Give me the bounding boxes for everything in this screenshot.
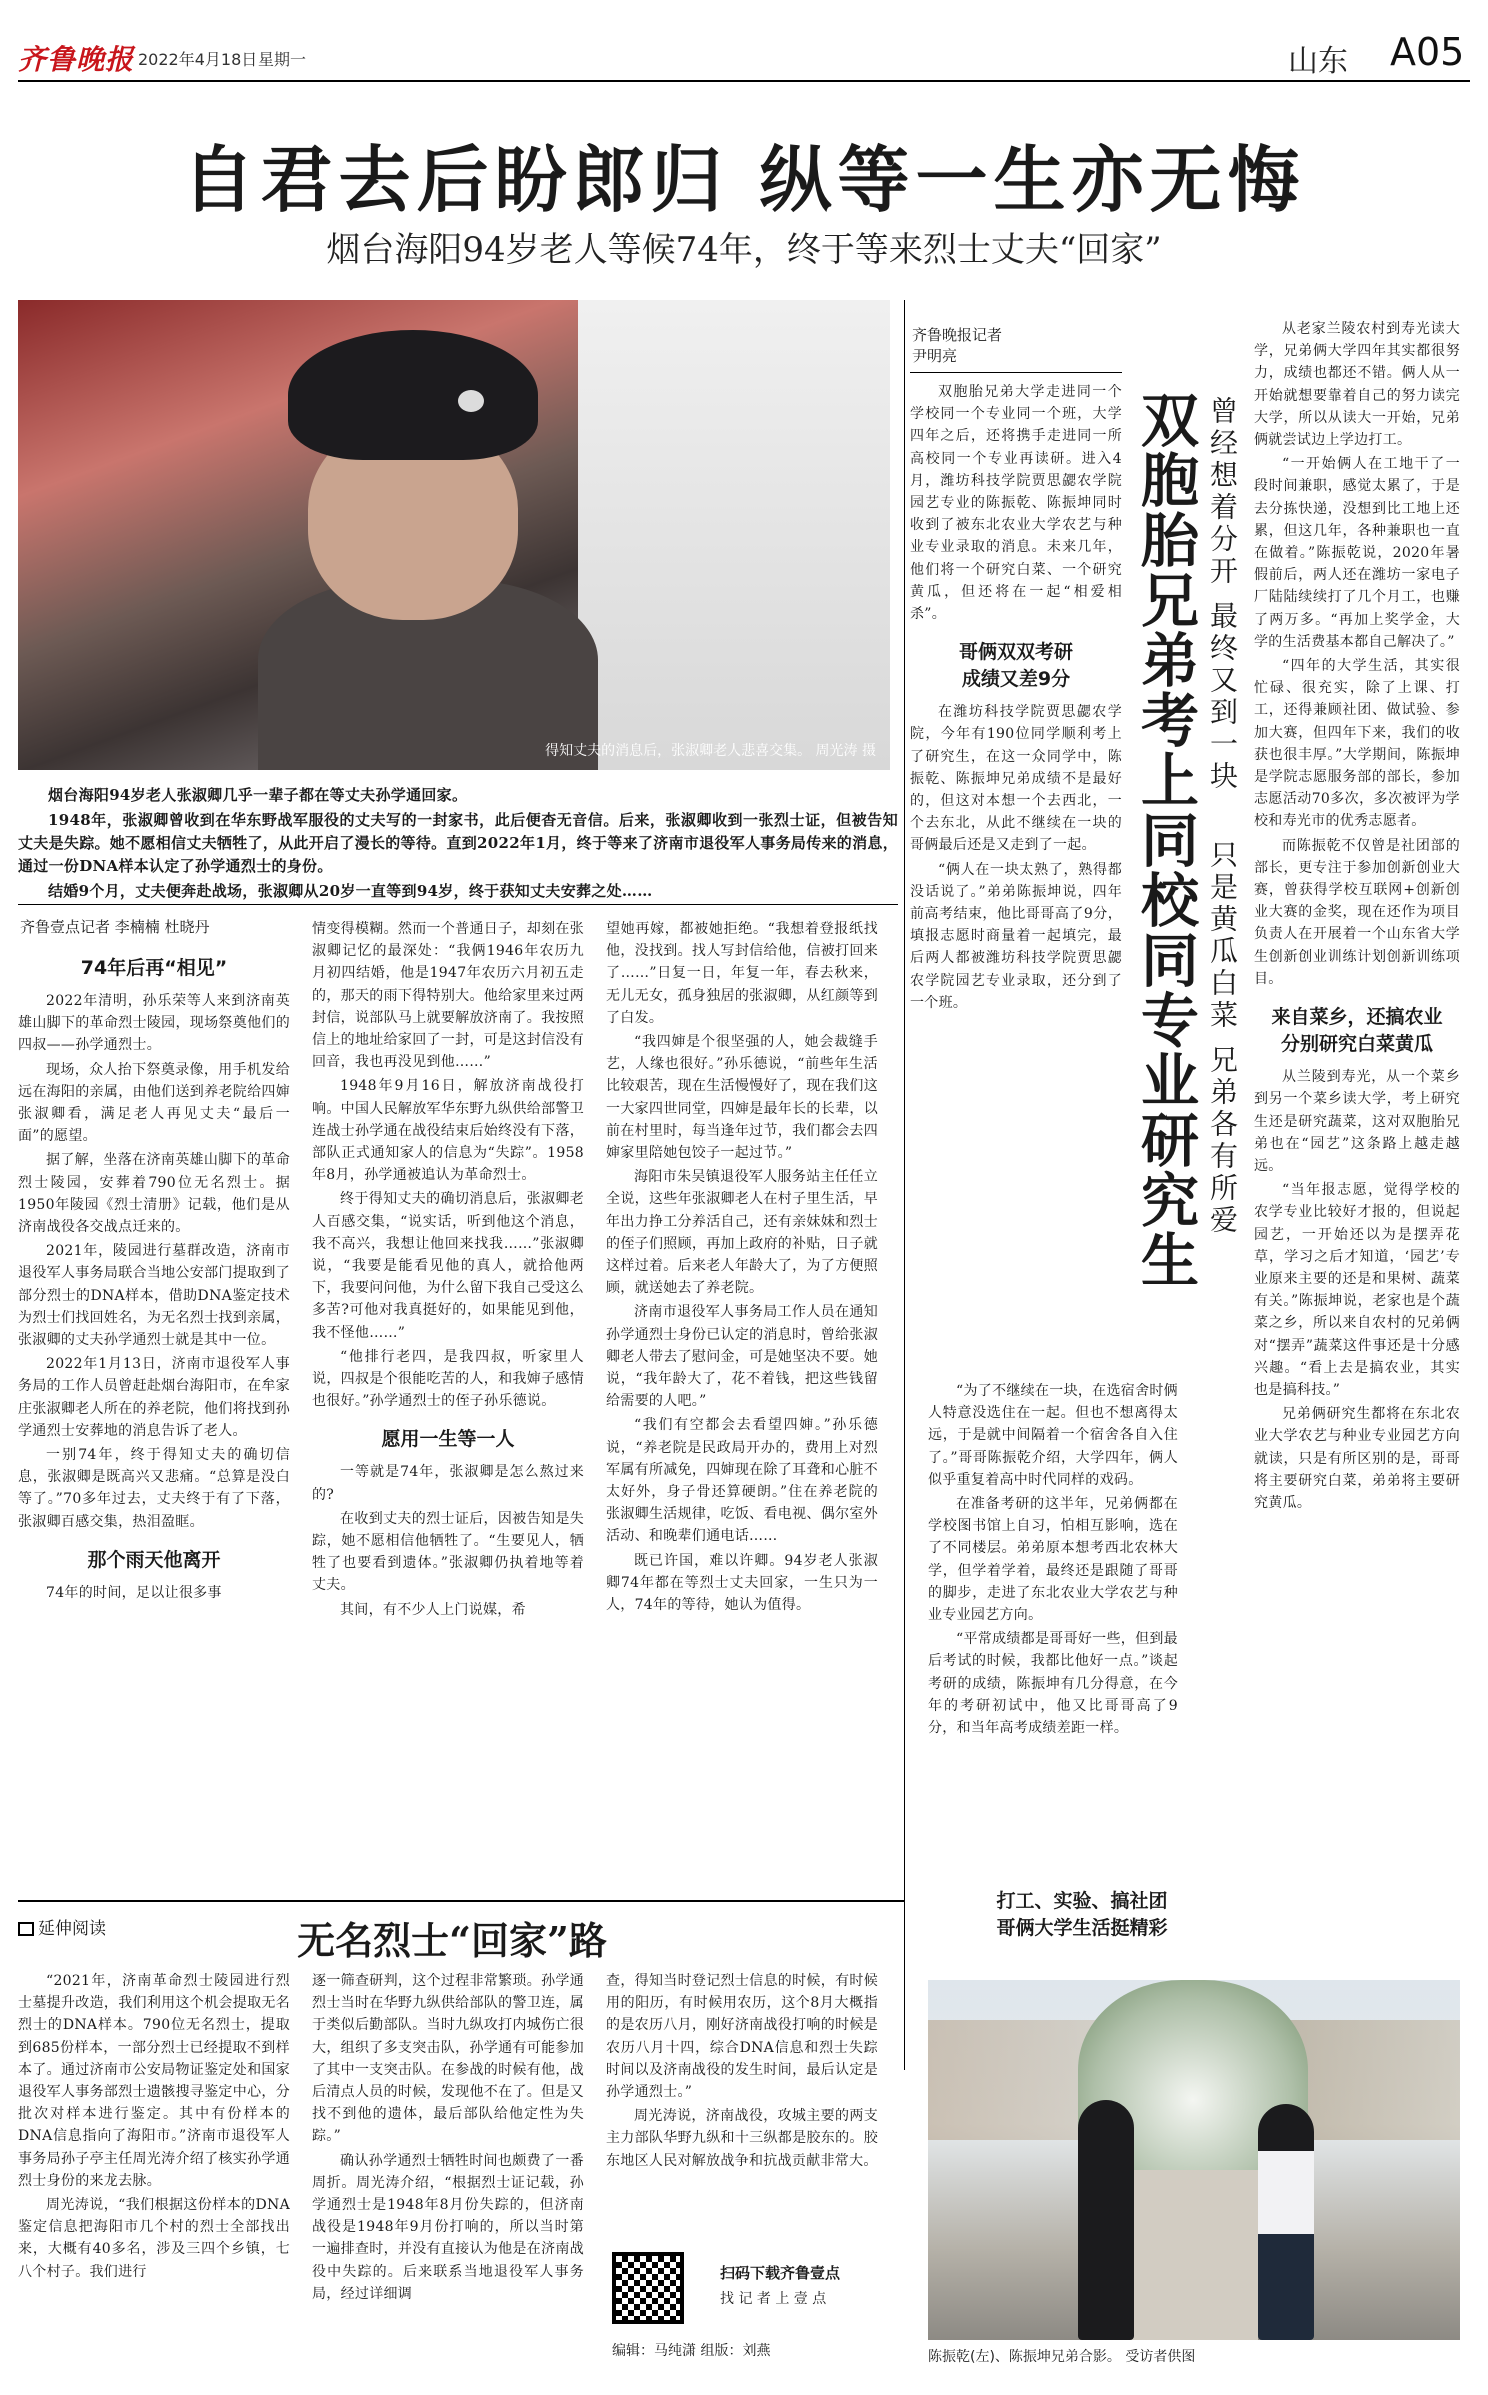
lead-paragraph: 烟台海阳94岁老人张淑卿几乎一辈子都在等丈夫孙学通回家。 bbox=[48, 786, 468, 804]
story2-photo bbox=[928, 1980, 1460, 2340]
story1-byline: 齐鲁壹点记者 李楠楠 杜晓丹 bbox=[20, 918, 210, 936]
paragraph: 逐一筛查研判，这个过程非常繁琐。孙学通烈士当时在华野九纵供给部队的警卫连，属于类似后勤部队。当时九纵攻打内城伤亡很大，组织了多支突击队，孙学通有可能参加了其中一支突击队。在参战的时候有他，战后清点人员的时候，发现他不在了。但是又找不到他的遗体，最后部队给他定性为失踪。” bbox=[312, 1973, 584, 2145]
story3-headline: 无名烈士“回家”路 bbox=[297, 1918, 607, 1963]
paragraph: 从兰陵到寿光，从一个菜乡到另一个菜乡读大学，考上研究生还是研究蔬菜，这对双胞胎兄弟也在“园艺”这条路上越走越远。 bbox=[1254, 1069, 1460, 1174]
hat-brooch bbox=[458, 390, 484, 412]
story2-subtitle-3: 来自菜乡，还搞农业 分别研究白菜黄瓜 bbox=[1271, 1006, 1443, 1056]
paragraph: 兄弟俩研究生都将在东北农业大学农艺与种业专业园艺方向就读，只是有所区别的是，哥哥将主要研究白菜，弟弟将主要研究黄瓜。 bbox=[1254, 1406, 1460, 1511]
story2-subtitle-2: 打工、实验、搞社团 哥俩大学生活挺精彩 bbox=[996, 1890, 1168, 1939]
paragraph: “四年的大学生活，其实很忙碌、很充实，除了上课、打工，还得兼顾社团、做试验、参加大赛，但四年下来，我们的收获也很丰厚。”大学期间，陈振坤是学院志愿服务部的部长，参加志愿活动70多次，多次被评为学校和寿光市的优秀志愿者。 bbox=[1254, 658, 1460, 830]
photo-caption: 得知丈夫的消息后，张淑卿老人悲喜交集。 周光涛 摄 bbox=[545, 743, 876, 759]
paragraph: 现场，众人抬下祭奠录像，用手机发给远在海阳的亲属，由他们送到养老院给四婶张淑卿看，满足老人再见丈夫“最后一面”的愿望。 bbox=[18, 1061, 290, 1145]
paragraph: 终于得知丈夫的确切消息后，张淑卿老人百感交集，“说实话，听到他这个消息，我不高兴，我想让他回来找我……”张淑卿说，“我要是能看见他的真人，就拾他两下，我要问问他，为什么留下我自己受这么多苦?可他对我真挺好的，如果能见到他，我不怪他……” bbox=[312, 1191, 584, 1341]
story1-column-1 bbox=[18, 910, 290, 1880]
paragraph: 2022年清明，孙乐荣等人来到济南英雄山脚下的革命烈士陵园，现场祭奠他们的四叔——孙学通烈士。 bbox=[18, 993, 290, 1054]
window-light bbox=[578, 300, 890, 770]
paragraph: 周光涛说，“我们根据这份样本的DNA鉴定信息把海阳市几个村的烈士全部找出来，大概有40多名，涉及三四个乡镇，七八个村子。我们进行 bbox=[18, 2197, 290, 2280]
story3-top-rule bbox=[18, 1900, 904, 1902]
paragraph: 双胞胎兄弟大学走进同一个学校同一个专业同一个班，大学四年之后，还将携手走进同一所高校同一个专业再读研。进入4月，潍坊科技学院贾思勰农学院园艺专业的陈振乾、陈振坤同时收到了被东北农业大学农艺与种业专业录取的消息。未来几年，他们将一个研究白菜、一个研究黄瓜，但还将在一起“相爱相杀”。 bbox=[910, 384, 1122, 623]
paragraph: 在准备考研的这半年，兄弟俩都在学校图书馆上自习，怕相互影响，选在了不同楼层。弟弟原本想考西北农林大学，但学着学着，最终还是跟随了哥哥的脚步，走进了东北农业大学农艺与种业专业园艺方向。 bbox=[928, 1496, 1178, 1624]
paragraph: “俩人在一块太熟了，熟得都没话说了。”弟弟陈振坤说，四年前高考结束，他比哥哥高了9分，填报志愿时商量着一起填完，最后两人都被潍坊科技学院贾思勰农学院园艺专业录取，还分到了一个班。 bbox=[910, 861, 1122, 1011]
paragraph: 74年的时间，足以让很多事 bbox=[46, 1584, 222, 1601]
story2-column-3 bbox=[1254, 318, 1460, 1938]
story3-column-1 bbox=[18, 1970, 290, 2380]
paragraph: 在潍坊科技学院贾思勰农学院，今年有190位同学顺利考上了研究生，在这一众同学中，陈振乾、陈振坤兄弟成绩不是最好的，但这对本想一个去西北，一个去东北，从此不继续在一块的哥俩最后还是又走到了一起。 bbox=[910, 704, 1122, 854]
person-hat bbox=[288, 330, 538, 460]
story2-headline: 双胞胎兄弟考上同校同专业研究生 bbox=[1131, 390, 1199, 1290]
qr-text-2: 找 记 者 上 壹 点 bbox=[720, 2291, 827, 2307]
story2-left-rule bbox=[904, 300, 905, 2070]
paragraph: 周光涛说，济南战役，攻城主要的两支主力部队华野九纵和十三纵都是胶东的。胶东地区人民对解放战争和抗战贡献非常大。 bbox=[606, 2108, 878, 2169]
story1-subtitle-3: 愿用一生等一人 bbox=[381, 1428, 515, 1451]
story1-subhead: 烟台海阳94岁老人等候74年，终于等来烈士丈夫“回家” bbox=[326, 230, 1162, 270]
paragraph: “平常成绩都是哥哥好一些，但到最后考试的时候，我都比他好一点。”谈起考研的成绩，陈振坤有几分得意，在今年的考研初试中，他又比哥哥高了9分，和当年高考成绩差距一样。 bbox=[928, 1631, 1178, 1737]
paragraph: 济南市退役军人事务局工作人员在通知孙学通烈士身份已认定的消息时，曾给张淑卿老人带去了慰问金，可是她坚决不要。她说，“我年龄大了，花不着钱，把这些钱留给需要的人吧。” bbox=[606, 1304, 878, 1410]
story2-column-2 bbox=[928, 1380, 1178, 1940]
paragraph: “一开始俩人在工地干了一段时间兼职，感觉太累了，于是去分拣快递，没想到比工地上还累，但这几年，各种兼职也一直在做着。”陈振乾说，2020年暑假前后，两人还在潍坊一家电子厂陆陆续续打了几个月工，也赚了两万多。“再加上奖学金，大学的生活费基本都自己解决了。” bbox=[1254, 456, 1460, 650]
qr-text-1: 扫码下载齐鲁壹点 bbox=[720, 2264, 841, 2282]
paragraph: “为了不继续在一块，在选宿舍时俩人特意没选住在一起。但也不想离得太远，于是就中间隔着一个宿舍各自入住了。”哥哥陈振乾介绍，大学四年，俩人似乎重复着高中时代同样的戏码。 bbox=[928, 1383, 1178, 1488]
story3-column-3 bbox=[606, 1970, 878, 2220]
paragraph: 既已许国，难以许卿。94岁老人张淑卿74年都在等烈士丈夫回家，一生只为一人，74年的等待，她认为值得。 bbox=[606, 1552, 878, 1614]
paragraph: “他排行老四，是我四叔，听家里人说，四叔是个很能吃苦的人，和我婶子感情也很好。”孙学通烈士的侄子孙乐德说。 bbox=[312, 1348, 584, 1410]
paragraph: 从老家兰陵农村到寿光读大学，兄弟俩大学四年其实都很努力，成绩也都还不错。俩人从一开始就想要靠着自己的努力读完大学，所以从读大一开始，兄弟俩就尝试边上学边打工。 bbox=[1254, 321, 1460, 449]
paragraph: “我四婶是个很坚强的人，她会裁缝手艺，人缘也很好。”孙乐德说，“前些年生活比较艰苦，现在生活慢慢好了，现在我们这一大家四世同堂，四婶是最年长的长辈，以前在村里时，每当逢年过节，我们都会去四婶家里陪她包饺子一起过节。” bbox=[606, 1034, 878, 1162]
paper-logo: 齐鲁晚报 bbox=[18, 43, 135, 76]
paragraph: 确认孙学通烈士牺牲时间也颇费了一番周折。周光涛介绍，“根据烈士证记载，孙学通烈士是1948年8月份失踪的，但济南战役是1948年9月份打响的，所以当时第一遍排查时，并没有直接认为他是在济南战役中失踪的。后来联系当地退役军人事务局，经过详细调 bbox=[312, 2152, 584, 2302]
paragraph: “我们有空都会去看望四婶。”孙乐德说，“养老院是民政局开办的，费用上对烈军属有所减免，四婶现在除了耳聋和心脏不太好外，身子骨还算硬朗。”住在养老院的张淑卿生活规律，吃饭、看电视、偶尔室外活动、和晚辈们通电话…… bbox=[606, 1417, 878, 1545]
page-number: A05 bbox=[1390, 30, 1465, 74]
issue-weekday: 星期一 bbox=[258, 50, 307, 69]
story2-deck-1: 曾经想着分开 最终又到一块 bbox=[1206, 396, 1239, 793]
paragraph: 1948年9月16日，解放济南战役打响。中国人民解放军华东野九纵供给部警卫连战士孙学通在战役结束后始终没有下落，部队正式通知家人的信息为“失踪”。1958年8月，孙学通被追认为革命烈士。 bbox=[312, 1078, 584, 1184]
paragraph: 查，得知当时登记烈士信息的时候，有时候用的阳历，有时候用农历，这个8月大概指的是农历八月，刚好济南战役打响的时候是农历八月十四，综合DNA信息和烈士失踪时间以及济南战役的发生时间，最后认定是孙学通烈士。” bbox=[606, 1973, 878, 2101]
qr-code[interactable] bbox=[612, 2252, 684, 2324]
paragraph: 海阳市朱吴镇退役军人服务站主任任立全说，这些年张淑卿老人在村子里生活，早年出力挣工分养活自己，还有亲妹妹和烈士的侄子们照顾，再加上政府的补贴，日子就这样过着。后来老人年龄大了，为了方便照顾，就送她去了养老院。 bbox=[606, 1169, 878, 1297]
section-name: 山东 bbox=[1288, 44, 1348, 79]
story1-headline: 自君去后盼郎归 纵等一生亦无悔 bbox=[182, 137, 1306, 222]
person-left bbox=[1078, 2100, 1134, 2340]
paragraph: “当年报志愿，觉得学校的农学专业比较好才报的，但说起园艺，一开始还以为是摆弄花草，学习之后才知道，‘园艺’专业原来主要的还是和果树、蔬菜有关。”陈振坤说，老家也是个蔬菜之乡，所以来自农村的兄弟俩对“摆弄”蔬菜这件事还是十分感兴趣。“看上去是搞农业，其实也是搞科技。” bbox=[1254, 1182, 1460, 1398]
masthead-rule bbox=[18, 80, 1470, 82]
story2-subtitle-1: 哥俩双双考研 成绩又差9分 bbox=[958, 641, 1073, 691]
paragraph: 而陈振乾不仅曾是社团部的部长，更专注于参加创新创业大赛，曾获得学校互联网+创新创业大赛的金奖，现在还作为项目负责人在开展着一个山东省大学生创新创业训练计划创新训练项目。 bbox=[1254, 837, 1460, 987]
story1-subtitle-1: 74年后再“相见” bbox=[80, 957, 228, 979]
lead-paragraph: 结婚9个月，丈夫便奔赴战场，张淑卿从20岁一直等到94岁，终于获知丈夫安葬之处…… bbox=[48, 882, 653, 900]
paragraph: 2021年，陵园进行墓群改造，济南市退役军人事务局联合当地公安部门提取到了部分烈士的DNA样本，借助DNA鉴定技术为烈士们找回姓名，为无名烈士找到亲属，张淑卿的丈夫孙学通烈士就是其中一位。 bbox=[18, 1243, 290, 1349]
issue-date: 2022年4月18日 bbox=[138, 50, 258, 69]
person-right bbox=[1258, 2104, 1314, 2340]
story1-column-3 bbox=[606, 918, 878, 1878]
lead-rule bbox=[18, 904, 898, 905]
story1-lead bbox=[18, 784, 898, 902]
story1-column-2 bbox=[312, 918, 584, 1878]
story1-subtitle-2: 那个雨天他离开 bbox=[87, 1548, 221, 1571]
kicker-label: 延伸阅读 bbox=[38, 1919, 106, 1939]
paragraph: “2021年，济南革命烈士陵园进行烈士墓提升改造，我们利用这个机会提取无名烈士的DNA样本。790位无名烈士，提取到685份样本，一部分烈士已经提取不到样本了。通过济南市公安局物证鉴定处和国家退役军人事务部烈士遗骸搜寻鉴定中心，分批次对样本进行鉴定。其中有份样本的DNA信息指向了海阳市。”济南市退役军人事务局孙子亭主任周光涛介绍了核实孙学通烈士身份的来龙去脉。 bbox=[18, 1973, 290, 2189]
paragraph: 情变得模糊。然而一个普通日子，却刻在张淑卿记忆的最深处：“我俩1946年农历九月初四结婚，他是1947年农历六月初五走的，那天的雨下得特别大。他给家里来过两封信，说部队马上就要解放济南了。我按照信上的地址给家回了一封，可是这封信没有回音，我也再没见到他……” bbox=[312, 921, 584, 1071]
lead-paragraph: 1948年，张淑卿曾收到在华东野战军服役的丈夫写的一封家书，此后便杳无音信。后来，张淑卿收到一张烈士证，但被告知丈夫是失踪。她不愿相信丈夫牺牲了，从此开启了漫长的等待。直到2022年1月，终于等来了济南市退役军人事务局传来的消息，通过一份DNA样本认定了孙学通烈士的身份。 bbox=[18, 811, 898, 875]
story2-photo-caption: 陈振乾(左)、陈振坤兄弟合影。 受访者供图 bbox=[928, 2349, 1196, 2365]
paragraph: 其间，有不少人上门说媒，希 bbox=[340, 1601, 526, 1618]
editor-credit: 编辑：马纯潇 组版：刘燕 bbox=[612, 2343, 771, 2359]
paragraph: 望她再嫁，都被她拒绝。“我想着登报纸找他，没找到。找人写封信给他，信被打回来了……”日复一日，年复一年，春去秋来，无儿无女，孤身独居的张淑卿，从红颜等到了白发。 bbox=[606, 921, 878, 1026]
paragraph: 2022年1月13日，济南市退役军人事务局的工作人员曾赶赴烟台海阳市，在牟家庄张淑卿老人所在的养老院，他们将找到孙学通烈士安葬地的消息告诉了老人。 bbox=[18, 1356, 290, 1439]
paragraph: 据了解，坐落在济南英雄山脚下的革命烈士陵园，安葬着790位无名烈士。据1950年陵园《烈士清册》记载，他们是从济南战役各交战点迁来的。 bbox=[18, 1152, 290, 1236]
story3-column-2 bbox=[312, 1970, 584, 2380]
paragraph: 在收到丈夫的烈士证后，因被告知是失踪，她不愿相信他牺牲了。“生要见人，牺牲了也要看到遗体。”张淑卿仍执着地等着丈夫。 bbox=[312, 1510, 584, 1594]
paragraph: 一别74年，终于得知丈夫的确切信息，张淑卿是既高兴又悲痛。“总算是没白等了。”70多年过去，丈夫终于有了下落，张淑卿百感交集，热泪盈眶。 bbox=[18, 1447, 290, 1530]
story2-byline: 齐鲁晚报记者 尹明亮 bbox=[910, 318, 1122, 373]
paragraph: 一等就是74年，张淑卿是怎么熬过来的? bbox=[312, 1464, 584, 1503]
story1-photo bbox=[18, 300, 890, 770]
statue-base bbox=[1128, 2170, 1258, 2340]
story2-deck-2: 只是黄瓜白菜 兄弟各有所爱 bbox=[1206, 840, 1239, 1237]
masthead bbox=[0, 0, 1488, 84]
